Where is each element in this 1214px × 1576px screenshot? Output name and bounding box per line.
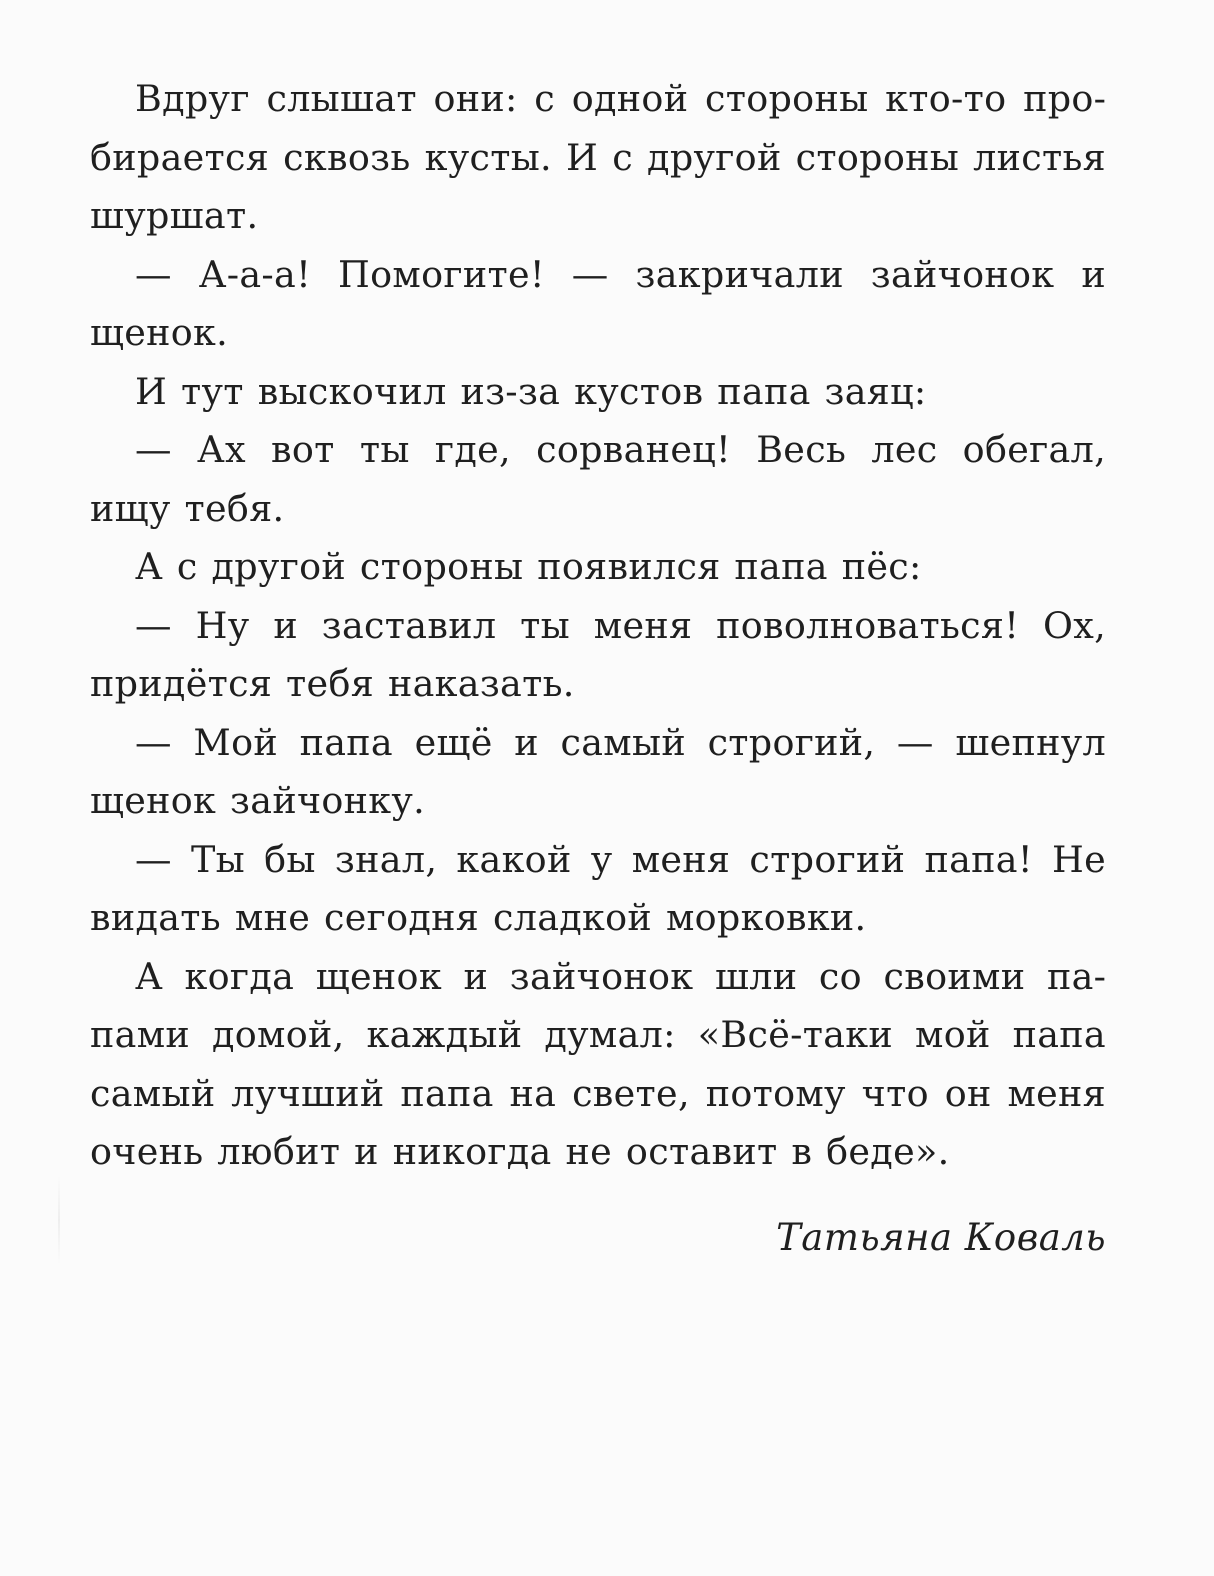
paragraph: — Ты бы знал, какой у меня строгий папа! Не видать мне сегодня сладкой морковки.: [90, 837, 1106, 939]
paragraph: — А-а-а! Помогите! — закричали зайчонок и щенок.: [90, 252, 1106, 354]
paragraph: И тут выскочил из-за кустов папа заяц:: [135, 369, 927, 413]
paragraph: Вдруг слышат они: с одной стороны кто-то пробирается сквозь кусты. И с другой стороны листья шуршат.: [90, 77, 1106, 237]
page-crease: [58, 1175, 60, 1265]
paragraph: А с другой стороны появился папа пёс:: [135, 545, 922, 588]
paragraph: — Ах вот ты где, сорванец! Весь лес обегал, ищу тебя.: [90, 428, 1106, 530]
author-signature: Татьяна Коваль: [776, 1215, 1106, 1259]
paragraph: — Ну и заставил ты меня поволноваться! Ох, придётся тебя наказать.: [90, 603, 1106, 705]
story-text: [90, 70, 1106, 1182]
paragraph: А когда щенок и зайчонок шли со своими папами домой, каждый думал: «Всё-таки мой папа самый лучший папа на свете, потому что он меня очень любит и никогда не оставит в беде».: [90, 954, 1106, 1173]
paragraph: — Мой папа ещё и самый строгий, — шепнул щенок зайчонку.: [90, 720, 1106, 822]
